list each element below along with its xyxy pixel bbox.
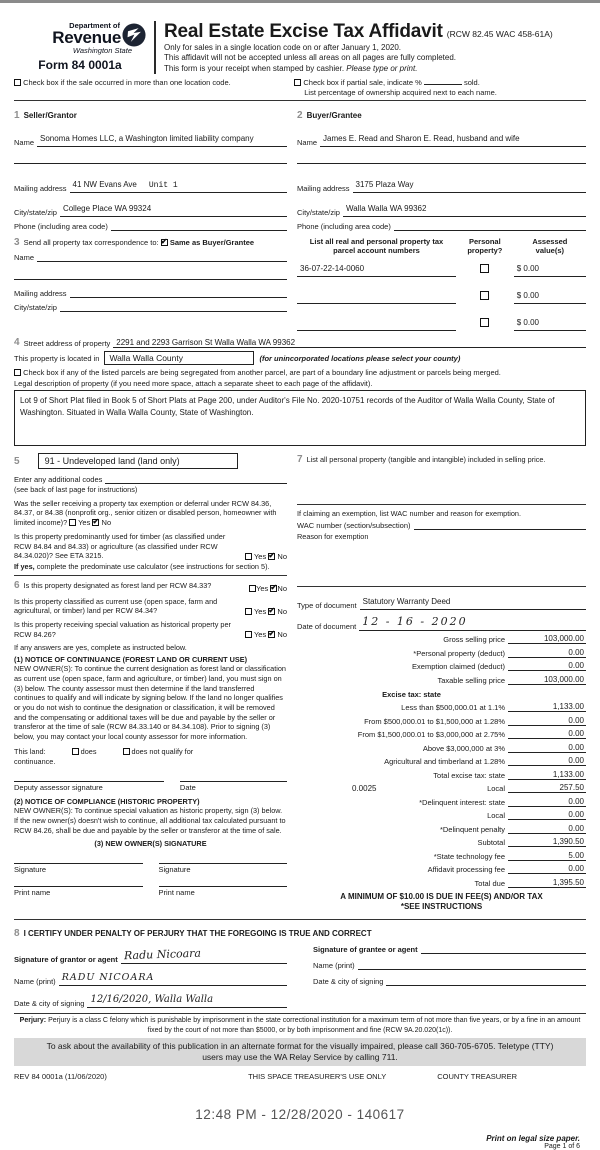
parcel-number-field[interactable] xyxy=(297,312,456,331)
local-rate-value: 0.0025 xyxy=(352,784,377,794)
corr-city-field[interactable] xyxy=(60,303,287,312)
street-address-field[interactable]: 2291 and 2293 Garrison St Walla Walla WA 99362 xyxy=(113,338,586,348)
section-number: 2 xyxy=(297,110,303,122)
header-note-1: Only for sales in a single location code on or after January 1, 2020. xyxy=(164,43,402,52)
grantor-printname-handwritten: RADU NICOARA xyxy=(61,972,155,984)
seller-unit-value: Unit 1 xyxy=(148,181,178,191)
instructions-note: (see back of last page for instructions) xyxy=(14,485,138,495)
forest-no-checkbox[interactable] xyxy=(270,585,277,592)
tier2-value[interactable]: 0.00 xyxy=(508,716,586,726)
additional-codes-label: Enter any additional codes xyxy=(14,475,103,485)
seller-name-field-2[interactable] xyxy=(14,155,287,164)
tier4-label: Above $3,000,000 at 3% xyxy=(422,743,505,753)
rcw-reference: (RCW 82.45 WAC 458-61A) xyxy=(446,29,553,39)
section-number: 8 xyxy=(14,928,20,940)
seller-mailing-label: Mailing address xyxy=(14,184,67,194)
personal-property-checkbox[interactable] xyxy=(480,264,489,273)
treasurer-space-label: THIS SPACE TREASURER'S USE ONLY xyxy=(248,1072,387,1082)
section-divider xyxy=(14,575,287,576)
header-note-2: This affidavit will not be accepted unless all areas on all pages are fully completed. xyxy=(164,53,457,63)
buyer-mailing-label: Mailing address xyxy=(297,184,350,194)
legal-description-label: Legal description of property (if you need more space, attach a separate sheet to each page of the affidavit). xyxy=(14,379,373,389)
county-select[interactable]: Walla Walla County xyxy=(104,351,254,365)
buyer-name-label: Name xyxy=(297,138,318,148)
subtotal-value[interactable]: 1,390.50 xyxy=(508,837,586,847)
parcel-header-col3: Assessed value(s) xyxy=(532,237,568,256)
type-of-document-field[interactable]: Statutory Warranty Deed xyxy=(360,591,586,610)
deputy-signature-row xyxy=(14,781,287,792)
local-tax-value[interactable]: 257.50 xyxy=(508,783,586,793)
exemption-claimed-label: Exemption claimed (deduct) xyxy=(412,662,505,672)
owner2-signature-field[interactable]: Signature xyxy=(159,863,288,874)
parcel-header-col2: Personal property? xyxy=(467,237,503,256)
same-as-buyer-label: Same as Buyer/Grantee xyxy=(169,238,255,248)
parcel-number-field[interactable]: 36-07-22-14-0060 xyxy=(297,258,456,277)
section-7 xyxy=(297,453,586,913)
buyer-title: Buyer/Grantee xyxy=(306,111,362,121)
land-use-code-field[interactable]: 91 - Undeveloped land (land only) xyxy=(38,453,238,469)
exemption-claimed-value[interactable]: 0.00 xyxy=(508,661,586,671)
buyer-phone-field[interactable] xyxy=(394,222,586,231)
current-use-question: Is this property classified as current use (open space, farm and agricultural, or timber) land per RCW 84.34? Yes ✔ No xyxy=(14,597,287,616)
tier1-value[interactable]: 1,133.00 xyxy=(508,702,586,712)
street-address-label: Street address of property xyxy=(23,339,111,349)
does-not-checkbox[interactable] xyxy=(123,748,130,755)
owner1-printname-field[interactable]: Print name xyxy=(14,886,143,897)
certify-statement: I CERTIFY UNDER PENALTY OF PERJURY THAT THE FOREGOING IS TRUE AND CORRECT xyxy=(23,929,372,939)
grantee-date-field[interactable] xyxy=(386,977,586,986)
corr-city-label: City/state/zip xyxy=(14,303,57,313)
historical-question: Is this property receiving special valuation as historical property per RCW 84.26? Yes ✔ No xyxy=(14,620,287,639)
excise-tax-state-header: Excise tax: state xyxy=(382,689,441,699)
state-technology-fee-value[interactable]: 5.00 xyxy=(508,851,586,861)
agricultural-value[interactable]: 0.00 xyxy=(508,756,586,766)
date-of-document-handwritten: 12 - 16 - 2020 xyxy=(362,614,468,628)
local-label: Local xyxy=(487,784,505,794)
reason-exemption-field[interactable] xyxy=(297,542,586,582)
assessed-value-field[interactable]: $ 0.00 xyxy=(514,258,586,277)
corr-mailing-label: Mailing address xyxy=(14,289,67,299)
state-technology-fee-label: *State technology fee xyxy=(433,851,505,861)
subtotal-label: Subtotal xyxy=(477,838,505,848)
timber-yes-checkbox[interactable] xyxy=(245,553,252,560)
section-number: 4 xyxy=(14,337,20,349)
seller-mailing-field[interactable]: 41 NW Evans Ave Unit 1 xyxy=(70,174,287,193)
section-number: 6 xyxy=(14,580,20,592)
dor-swirl-icon xyxy=(122,23,146,47)
form-number: Form 84 0001a xyxy=(38,58,122,72)
continuance-label: continuance. xyxy=(14,757,56,766)
delinquent-interest-local-label: Local xyxy=(487,811,505,821)
owner2-printname-field[interactable]: Print name xyxy=(159,886,288,897)
date-of-document-label: Date of document xyxy=(297,621,357,631)
treasurer-stamp: 12:48 PM - 12/28/2020 - 140617 xyxy=(195,1107,405,1123)
affidavit-processing-fee-label: Affidavit processing fee xyxy=(427,865,505,875)
buyer-name-field-2[interactable] xyxy=(297,155,586,164)
grantee-printname-label: Name (print) xyxy=(313,961,355,971)
footer-row xyxy=(14,1072,586,1081)
seller-name-label: Name xyxy=(14,138,35,148)
personal-property-checkbox[interactable] xyxy=(480,291,489,300)
historical-yes-checkbox[interactable] xyxy=(245,631,252,638)
ownership-percent-note: List percentage of ownership acquired next to each name. xyxy=(304,88,497,98)
date-of-document-field[interactable] xyxy=(359,612,586,631)
grantor-signature-label: Signature of grantor or agent xyxy=(14,955,118,965)
grantee-date-label: Date & city of signing xyxy=(313,977,384,987)
personal-property-deduct-value[interactable]: 0.00 xyxy=(508,648,586,658)
partial-sale-label: Check box if partial sale, indicate % xyxy=(303,78,422,88)
grantor-signature-handwritten: Radu Nicoara xyxy=(123,946,201,963)
wac-number-field[interactable] xyxy=(414,521,586,530)
segregated-label: Check box if any of the listed parcels are being segregated from another parcel, are part of a boundary line adjustment or parcels being merged. xyxy=(23,368,501,378)
legal-description-field[interactable]: Lot 9 of Short Plat filed in Book 5 of Short Plats at Page 200, under Auditor's File No. 2020-10751 records of the Auditor of Walla Walla County, State of Washington. Situated in Walla Walla County, State of Washington. xyxy=(14,390,586,446)
grantee-signature-field[interactable] xyxy=(421,945,586,954)
grantee-printname-field[interactable] xyxy=(358,961,586,970)
forest-land-question: 6 Is this property designated as forest land per RCW 84.33? Yes ✔ No xyxy=(14,579,287,592)
delinquent-penalty-value[interactable]: 0.00 xyxy=(508,824,586,834)
timber-note: If yes, complete the predominate use calculator (see instructions for section 5). xyxy=(14,561,270,571)
buyer-city-label: City/state/zip xyxy=(297,208,340,218)
print-note: Print on legal size paper. xyxy=(486,1134,580,1144)
accessibility-note: To ask about the availability of this publication in an alternate format for the visually impaired, please call 360-705-6705. Teletype (TTY) users may use the WA Relay Service by calling 711. xyxy=(14,1038,586,1066)
corr-name-field-2[interactable] xyxy=(14,271,287,280)
seller-phone-label: Phone (including area code) xyxy=(14,222,108,232)
seller-section xyxy=(14,105,297,231)
parcels-section xyxy=(297,237,586,331)
grantor-date-handwritten: 12/16/2020, Walla Walla xyxy=(90,994,214,1006)
taxable-selling-price-label: Taxable selling price xyxy=(437,675,505,685)
grantor-printname-field[interactable] xyxy=(59,967,287,986)
owner-signature-row xyxy=(14,863,287,874)
top-checkbox-row xyxy=(14,78,586,101)
tier3-label: From $1,500,000.01 to $3,000,000 at 2.75% xyxy=(357,730,505,740)
affidavit-processing-fee-value[interactable]: 0.00 xyxy=(508,864,586,874)
delinquent-interest-local-value[interactable]: 0.00 xyxy=(508,810,586,820)
grantor-signature-block xyxy=(14,943,287,1008)
parcel-number-field[interactable] xyxy=(297,285,456,304)
sold-label: sold. xyxy=(463,78,480,88)
grantor-printname-label: Name (print) xyxy=(14,977,56,987)
parcel-row xyxy=(297,285,586,304)
forest-yes-checkbox[interactable] xyxy=(249,585,256,592)
section-number: 3 xyxy=(14,237,20,249)
segregated-checkbox[interactable] xyxy=(14,369,21,376)
grantor-date-label: Date & city of signing xyxy=(14,999,85,1009)
correspondence-label: Send all property tax correspondence to: xyxy=(23,238,159,248)
current-use-yes-checkbox[interactable] xyxy=(245,608,252,615)
gross-selling-price-label: Gross selling price xyxy=(443,635,505,645)
grantee-signature-block xyxy=(313,943,586,1008)
dor-logo xyxy=(14,21,152,74)
partial-sale-checkbox[interactable] xyxy=(294,79,301,86)
section-6 xyxy=(14,579,287,896)
deputy-signature-field[interactable]: Deputy assessor signature xyxy=(14,781,164,792)
personal-property-label: List all personal property (tangible and intangible) included in selling price. xyxy=(306,455,546,465)
wac-number-label: WAC number (section/subsection) xyxy=(297,520,411,530)
revenue-wordmark: Revenue xyxy=(52,28,121,47)
delinquent-interest-state-value[interactable]: 0.00 xyxy=(508,797,586,807)
seller-city-label: City/state/zip xyxy=(14,208,57,218)
notice-compliance-title: (2) NOTICE OF COMPLIANCE (HISTORIC PROPERTY) xyxy=(14,796,200,806)
exemption-no-checkbox[interactable] xyxy=(92,519,99,526)
parcel-row xyxy=(297,258,586,277)
partial-sale-percent-field[interactable] xyxy=(424,78,462,85)
delinquent-interest-state-label: *Delinquent interest: state xyxy=(419,797,505,807)
delinquent-penalty-label: *Delinquent penalty xyxy=(439,824,505,834)
personal-property-field[interactable] xyxy=(297,466,586,500)
section-number: 7 xyxy=(297,454,303,466)
form-header xyxy=(14,21,586,74)
property-section xyxy=(14,337,586,446)
multi-location-label: Check box if the sale occurred in more than one location code. xyxy=(23,78,231,88)
exemption-question: Was the seller receiving a property tax exemption or deferral under RCW 84.36, 84.37, or 84.38 (nonprofit org., senior citizen or disabled person, homeowner with limited income)? Yes ✔ No xyxy=(14,499,287,528)
same-as-buyer-checkbox[interactable] xyxy=(161,239,168,246)
reason-exemption-label: Reason for exemption xyxy=(297,531,369,541)
type-of-document-label: Type of document xyxy=(297,600,357,610)
section-number: 5 xyxy=(14,455,20,467)
county-treasurer-label: COUNTY TREASURER xyxy=(437,1072,518,1082)
corr-name-field[interactable] xyxy=(37,253,287,262)
owner-printname-row xyxy=(14,886,287,897)
header-divider xyxy=(154,21,156,74)
notice-continuance-body: NEW OWNER(S): To continue the current designation as forest land or classification as current use (open space, farm and agriculture, or timber) land, you must sign on (3) below. The county assessor must then determine if the land transferred continues to qualify and will indicate by signing below. If the land no longer qualifies or you do not wish to continue the designation or classification, it will be removed and the compensating or additional taxes will be due and payable by the seller or transferor at the time of sale (RCW 84.33.140 or 84.34.108). Prior to signing (3) below, you may contact your local county assessor for more information. xyxy=(14,664,286,741)
assessed-value-field[interactable]: $ 0.00 xyxy=(514,285,586,304)
buyer-mailing-field[interactable]: 3175 Plaza Way xyxy=(353,174,586,193)
notice-compliance-body: NEW OWNER(S): To continue special valuation as historic property, sign (3) below. If the new owner(s) doesn't wish to continue, all additional tax calculated pursuant to RCW 84.26, shall be due and payable by the seller or transferor at the time of sale. xyxy=(14,806,286,835)
section-8 xyxy=(14,919,586,1008)
if-any-note: If any answers are yes, complete as instructed below. xyxy=(14,643,187,653)
total-excise-state-label: Total excise tax: state xyxy=(433,770,505,780)
corr-name-label: Name xyxy=(14,253,35,263)
assessed-value-field[interactable]: $ 0.00 xyxy=(514,312,586,331)
correspondence-section xyxy=(14,237,297,331)
section-5 xyxy=(14,453,287,571)
tier4-value[interactable]: 0.00 xyxy=(508,743,586,753)
timber-question: Is this property predominantly used for timber (as classified under RCW 84.84 and 84.33) or agriculture (as classified under RCW 84.34.020)? See ETA 3215. Yes ✔ No xyxy=(14,532,287,561)
buyer-name-field[interactable]: James E. Read and Sharon E. Read, husband and wife xyxy=(320,128,586,147)
seller-phone-field[interactable] xyxy=(111,222,287,231)
dept-of-label: Department of xyxy=(69,21,120,30)
page-number: Page 1 of 6 xyxy=(544,1143,580,1150)
seller-name-value: Sonoma Homes LLC, a Washington limited liability company xyxy=(40,134,254,144)
tier2-label: From $500,000.01 to $1,500,000 at 1.28% xyxy=(364,716,505,726)
grantor-date-field[interactable] xyxy=(87,989,287,1008)
seller-name-field[interactable] xyxy=(37,128,287,147)
page-title: Real Estate Excise Tax Affidavit xyxy=(164,21,443,42)
minimum-due-note: A MINIMUM OF $10.00 IS DUE IN FEE(S) AND/OR TAX *SEE INSTRUCTIONS xyxy=(340,891,543,912)
exemption-note: If claiming an exemption, list WAC number and reason for exemption. xyxy=(297,509,522,519)
total-due-value[interactable]: 1,395.50 xyxy=(508,878,586,888)
total-due-label: Total due xyxy=(474,878,505,888)
washington-state-label: Washington State xyxy=(72,46,132,55)
agricultural-label: Agricultural and timberland at 1.28% xyxy=(384,757,505,767)
historical-no-checkbox[interactable] xyxy=(268,631,275,638)
seller-title: Seller/Grantor xyxy=(23,111,77,121)
deputy-date-field[interactable]: Date xyxy=(180,781,287,792)
parcel-row xyxy=(297,312,586,331)
gross-selling-price-value[interactable]: 103,000.00 xyxy=(508,634,586,644)
grantor-signature-field[interactable] xyxy=(121,945,287,964)
owner1-signature-field[interactable]: Signature xyxy=(14,863,143,874)
tier3-value[interactable]: 0.00 xyxy=(508,729,586,739)
exemption-yes-checkbox[interactable] xyxy=(69,519,76,526)
tier1-label: Less than $500,000.01 at 1.1% xyxy=(401,703,505,713)
total-excise-state-value[interactable]: 1,133.00 xyxy=(508,770,586,780)
buyer-section xyxy=(297,105,586,231)
section-number: 1 xyxy=(14,110,20,122)
does-checkbox[interactable] xyxy=(72,748,79,755)
buyer-phone-label: Phone (including area code) xyxy=(297,222,391,232)
additional-codes-field[interactable] xyxy=(105,475,287,484)
county-note: (for unincorporated locations please select your county) xyxy=(259,353,461,363)
current-use-no-checkbox[interactable] xyxy=(268,608,275,615)
header-note-3: This form is your receipt when stamped by cashier. Please type or print. xyxy=(164,63,418,73)
new-owners-signature-title: (3) NEW OWNER(S) SIGNATURE xyxy=(94,839,207,849)
notice-continuance-title: (1) NOTICE OF CONTINUANCE (FOREST LAND OR CURRENT USE) xyxy=(14,654,248,664)
parcel-header-col1: List all real and personal property tax parcel account numbers xyxy=(309,237,444,256)
multi-location-checkbox[interactable] xyxy=(14,79,21,86)
personal-property-checkbox[interactable] xyxy=(480,318,489,327)
perjury-note: Perjury: Perjury is a class C felony which is punishable by imprisonment in the state correctional institution for a maximum term of not more than five years, or by a fine in an amount fixed by the court of not more than $5000, or by both imprisonment and fine (RCW 9A.20.020(1c)). xyxy=(14,1013,586,1035)
buyer-city-field[interactable]: Walla Walla WA 99362 xyxy=(343,198,586,217)
this-land-row: This land: does does not qualify for xyxy=(14,747,194,757)
seller-city-field[interactable]: College Place WA 99324 xyxy=(60,198,287,217)
corr-mailing-field[interactable] xyxy=(70,289,287,298)
timber-no-checkbox[interactable] xyxy=(268,553,275,560)
grantee-signature-label: Signature of grantee or agent xyxy=(313,945,418,955)
located-in-label: This property is located in xyxy=(14,353,100,363)
personal-property-deduct-label: *Personal property (deduct) xyxy=(413,648,505,658)
taxable-selling-price-value[interactable]: 103,000.00 xyxy=(508,675,586,685)
rev-number: REV 84 0001a (11/06/2020) xyxy=(14,1072,107,1082)
